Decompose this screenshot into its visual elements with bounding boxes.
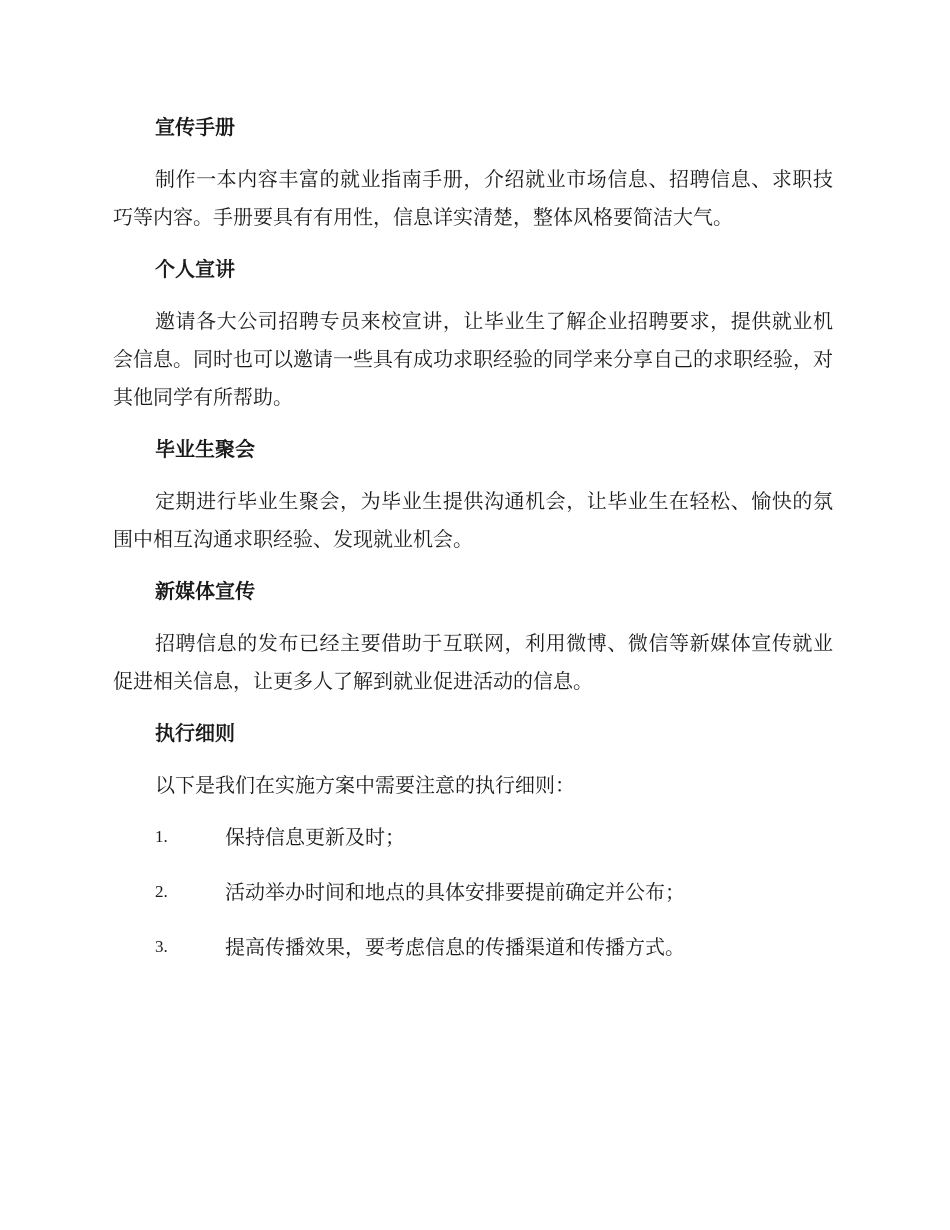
section-heading: 新媒体宣传 [155, 579, 255, 603]
list-item-text: 活动举办时间和地点的具体安排要提前确定并公布； [225, 880, 685, 904]
list-item [113, 818, 833, 856]
list-item [113, 928, 833, 966]
section-paragraph: 邀请各大公司招聘专员来校宣讲，让毕业生了解企业招聘要求，提供就业机会信息。同时也可以邀请一些具有成功求职经验的同学来分享自己的求职经验，对其他同学有所帮助。 [113, 309, 833, 409]
section-brochure [113, 108, 833, 236]
section-paragraph: 定期进行毕业生聚会，为毕业生提供沟通机会，让毕业生在轻松、愉快的氛围中相互沟通求职经验、发现就业机会。 [113, 489, 833, 551]
section-heading: 宣传手册 [155, 115, 235, 139]
list-item-number: 3. [155, 937, 168, 956]
list-item-text: 保持信息更新及时； [225, 825, 405, 849]
section-new-media [113, 572, 833, 700]
list-item-text: 提高传播效果，要考虑信息的传播渠道和传播方式。 [225, 935, 685, 959]
section-heading: 个人宣讲 [155, 257, 235, 281]
list-item-number: 2. [155, 882, 168, 901]
list-item-number: 1. [155, 827, 168, 846]
section-heading: 执行细则 [155, 721, 235, 745]
section-presentation [113, 250, 833, 416]
section-paragraph: 制作一本内容丰富的就业指南手册，介绍就业市场信息、招聘信息、求职技巧等内容。手册要具有有用性，信息详实清楚，整体风格要简洁大气。 [113, 167, 833, 229]
list-item [113, 873, 833, 911]
execution-intro: 以下是我们在实施方案中需要注意的执行细则： [155, 773, 575, 797]
section-paragraph: 招聘信息的发布已经主要借助于互联网，利用微博、微信等新媒体宣传就业促进相关信息，让更多人了解到就业促进活动的信息。 [113, 631, 833, 693]
document-body [113, 108, 833, 983]
section-heading: 毕业生聚会 [155, 437, 255, 461]
section-execution [113, 714, 833, 966]
section-graduate-gathering [113, 430, 833, 558]
